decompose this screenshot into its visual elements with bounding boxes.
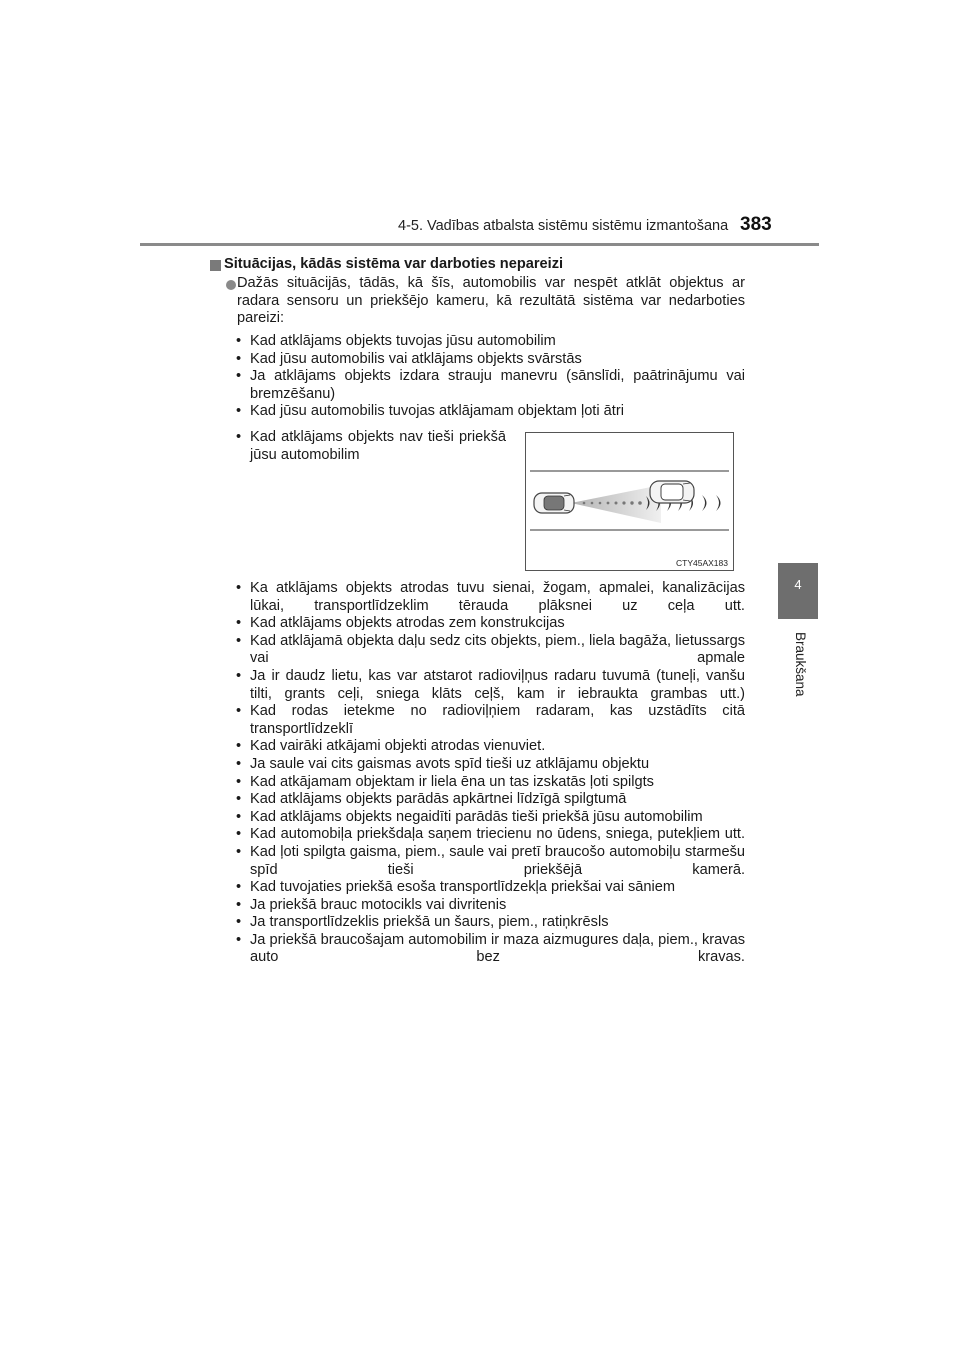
list-item: • Ja transportlīdzeklis priekšā un šaurs, piem., ratiņkrēsls <box>236 914 745 932</box>
chapter-label: Braukšana <box>793 632 808 697</box>
offset-vehicle-figure <box>525 432 734 571</box>
list-item: • Kad ļoti spilgta gaisma, piem., saule vai pretī braucošo automobiļu starmešu spīd tieši priekšējā kamerā. <box>236 844 745 879</box>
situation-list-2 <box>236 429 506 464</box>
list-item: • Ja priekšā braucošajam automobilim ir maza aizmugures daļa, piem., kravas auto bez kravas. <box>236 932 745 967</box>
list-item: • Kad atklājams objekts nav tieši priekšā jūsu automobilim <box>236 429 506 464</box>
list-item: • Ja ir daudz lietu, kas var atstarot radioviļņus radaru tuvumā (tuneļi, vanšu tilti, grants ceļi, sniega klāts ceļš, kam ir iebraukta grambas utt.) <box>236 668 745 703</box>
list-item: • Kad atklājams objekts tuvojas jūsu automobilim <box>236 333 745 351</box>
intro-line: radara sensoru un priekšējo kameru, kā rezultātā sistēma var nedarboties <box>237 292 745 309</box>
list-item: • Ka atklājams objekts atrodas tuvu sienai, žogam, apmalei, kanalizācijas lūkai, transportlīdzeklim tērauda plāksnei uz ceļa utt. <box>236 580 745 615</box>
intro-line: pareizi: <box>237 310 285 327</box>
chapter-number: 4 <box>794 577 802 592</box>
list-item: • Ja atklājams objekts izdara strauju manevru (sānslīdi, paātrinājumu vai bremzēšanu) <box>236 368 745 403</box>
intro-line: Dažās situācijās, tādās, kā šīs, automobilis var nespēt atklāt objektus ar <box>237 275 745 291</box>
list-item: • Ja priekšā brauc motocikls vai divritenis <box>236 897 745 915</box>
header-divider <box>140 243 819 246</box>
circle-bullet-icon <box>226 280 236 290</box>
road-illustration <box>526 433 733 570</box>
section-header: 4-5. Vadības atbalsta sistēmu sistēmu izmantošana <box>398 218 729 234</box>
section-title: Situācijas, kādās sistēma var darboties nepareizi <box>224 256 564 272</box>
own-car-icon <box>534 493 574 513</box>
target-car-icon <box>650 481 694 503</box>
page-number: 383 <box>740 214 772 235</box>
list-item: • Kad tuvojaties priekšā esoša transportlīdzekļa priekšai vai sāniem <box>236 879 745 897</box>
situation-list-3 <box>236 580 745 967</box>
list-item: • Kad automobiļa priekšdaļa saņem triecienu no ūdens, sniega, putekļiem utt. <box>236 826 745 844</box>
chapter-tab <box>778 563 818 619</box>
list-item: • Kad atklājams objekts parādās apkārtnei līdzīgā spilgtumā <box>236 791 745 809</box>
square-bullet-icon <box>210 260 221 271</box>
figure-code: CTY45AX183 <box>676 558 728 568</box>
list-item: • Kad atklājams objekts negaidīti parādās tieši priekšā jūsu automobilim <box>236 809 745 827</box>
list-item: • Kad vairāki atkājami objekti atrodas vienuviet. <box>236 738 745 756</box>
situation-list-1 <box>236 333 745 421</box>
intro-paragraph <box>237 275 745 328</box>
list-item: • Ja saule vai cits gaismas avots spīd tieši uz atklājamu objektu <box>236 756 745 774</box>
list-item: • Kad rodas ietekme no radioviļņiem radaram, kas uzstādīts citā transportlīdzeklī <box>236 703 745 738</box>
list-item: • Kad atklājams objekts atrodas zem konstrukcijas <box>236 615 745 633</box>
list-item: • Kad jūsu automobilis tuvojas atklājamam objektam ļoti ātri <box>236 403 745 421</box>
list-item: • Kad atklājamā objekta daļu sedz cits objekts, piem., liela bagāža, lietussargs vai apmale <box>236 633 745 668</box>
list-item: • Kad jūsu automobilis vai atklājams objekts svārstās <box>236 351 745 369</box>
list-item: • Kad atkājamam objektam ir liela ēna un tas izskatās ļoti spilgts <box>236 774 745 792</box>
